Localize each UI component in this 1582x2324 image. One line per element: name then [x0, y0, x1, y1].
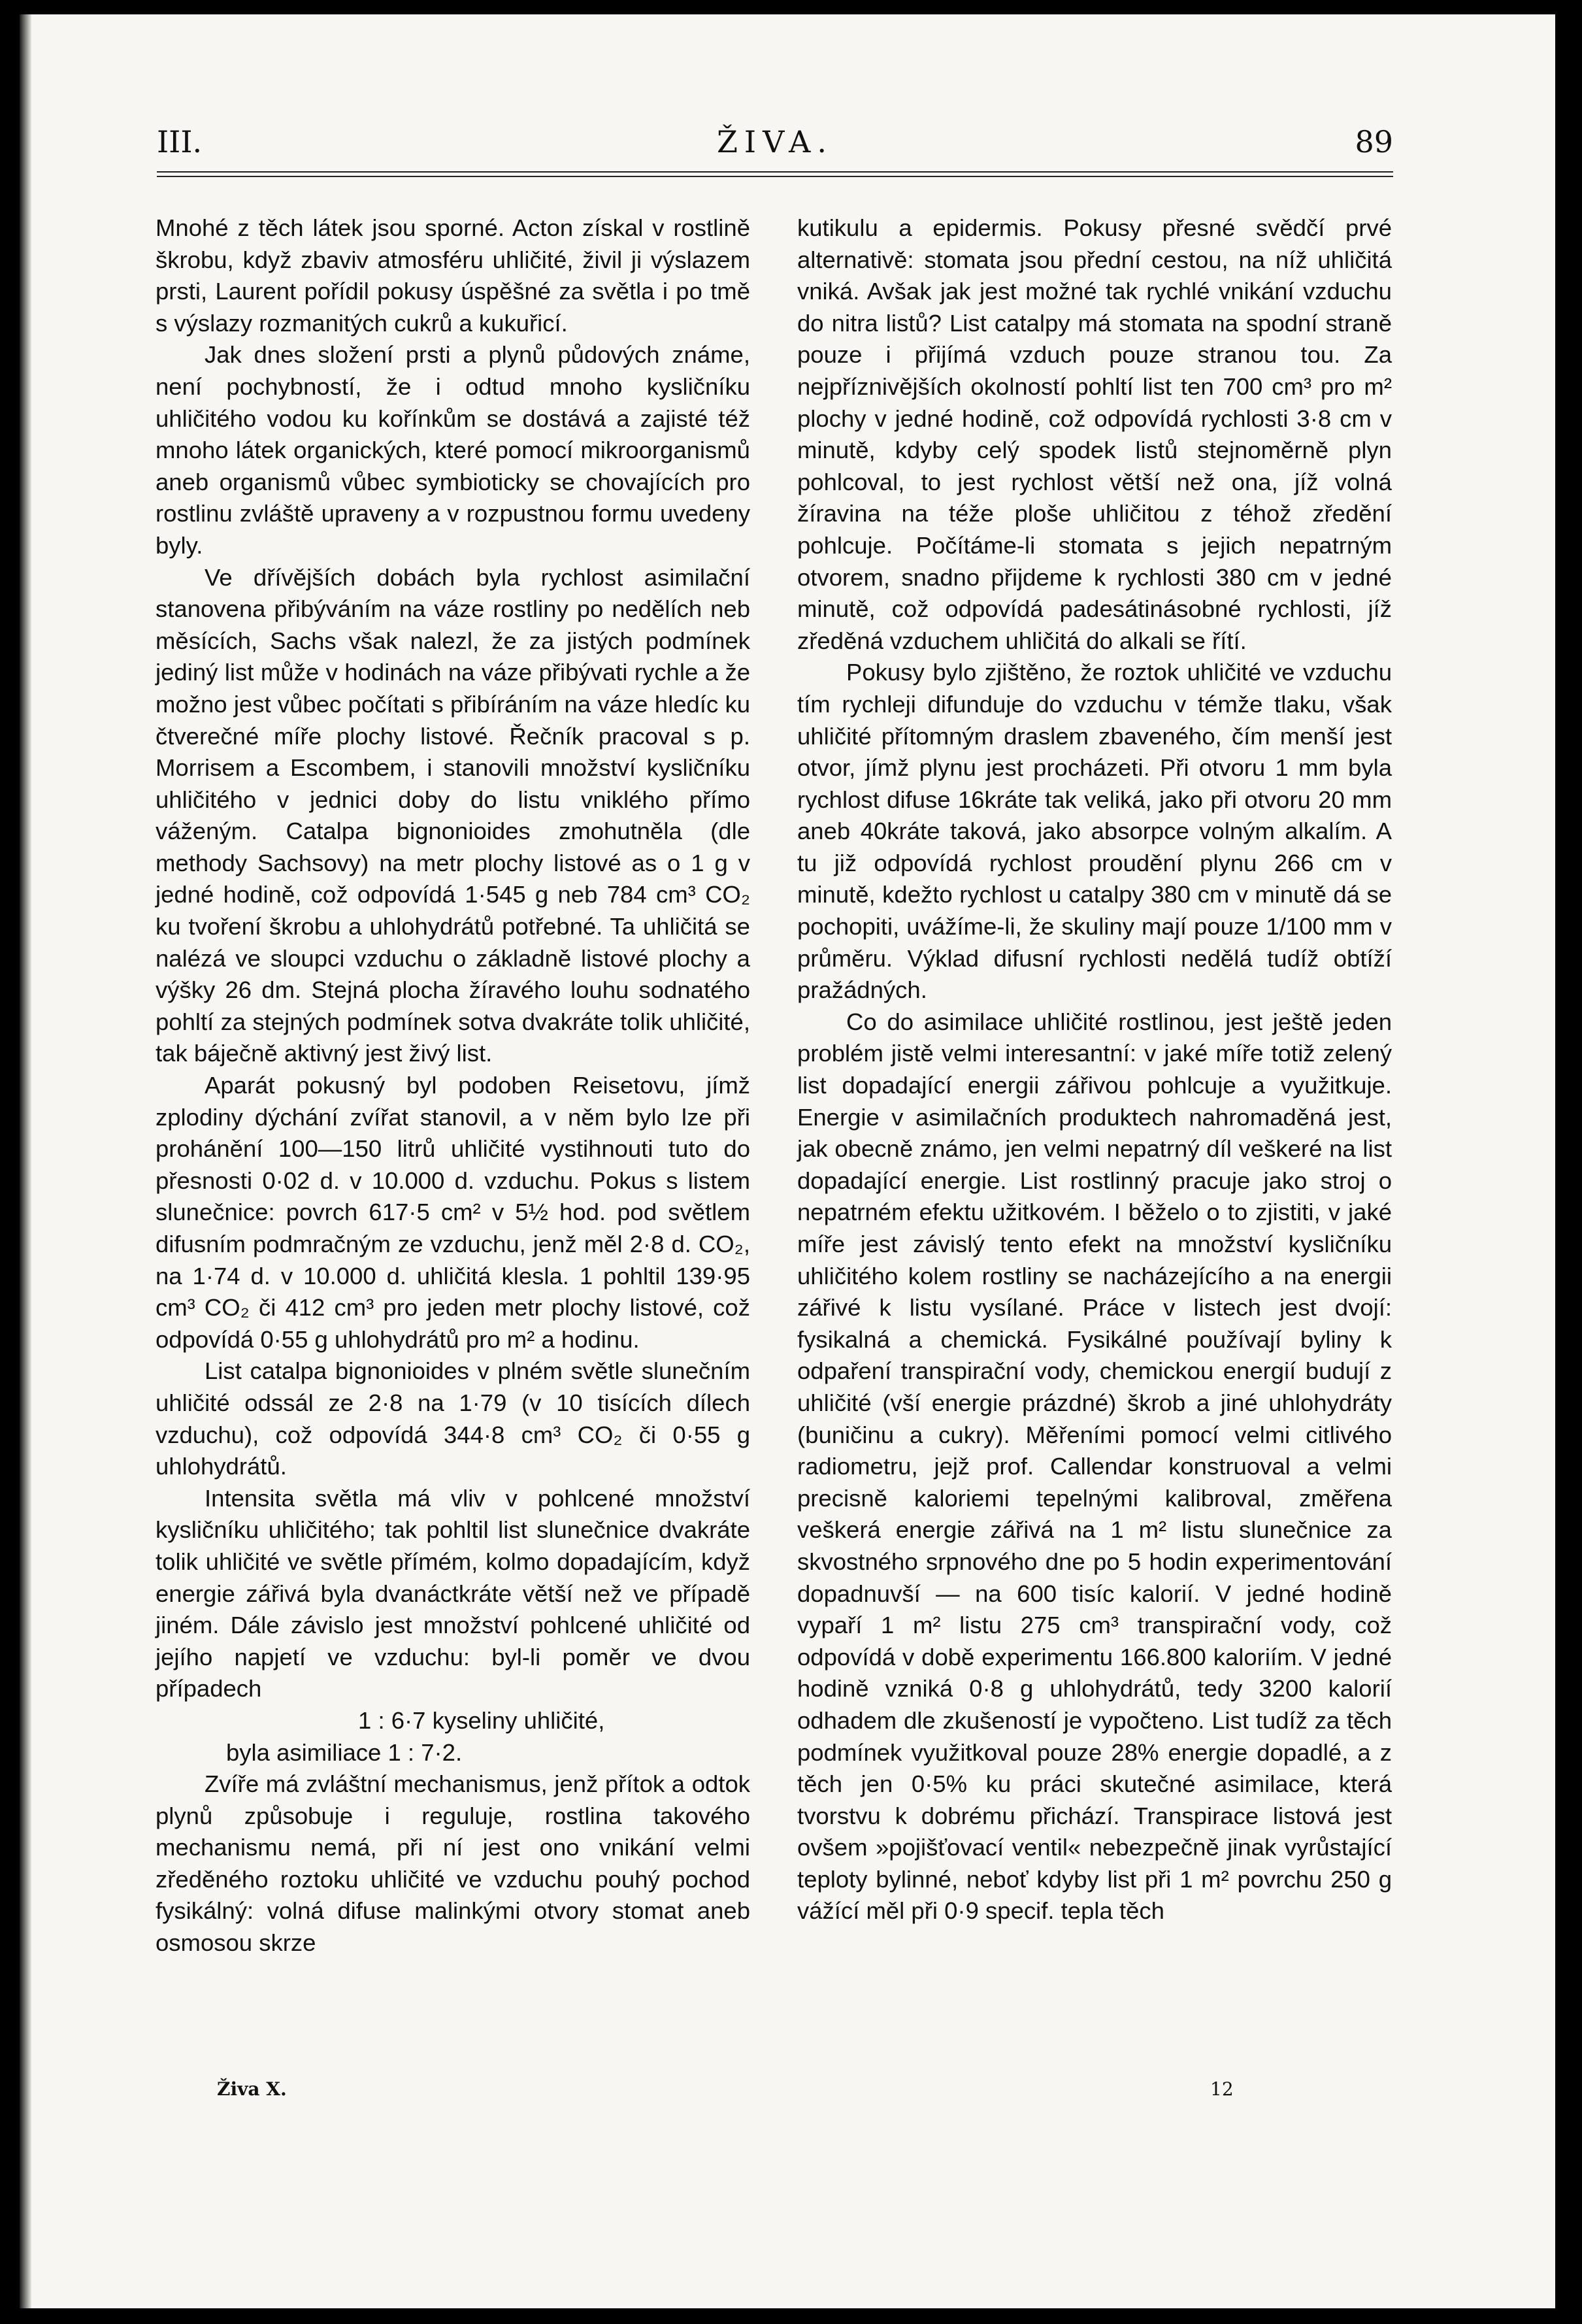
paragraph: Pokusy bylo zjištěno, že roztok uhličité ve vzduchu tím rychleji difunduje do vzduchu v témže tlaku, však uhličité přítomným draslem zbaveného, čím menší jest otvor, jímž plynu jest procházeti. Při otvoru 1 mm byla rychlost difuse 16kráte tak veliká, jako při otvoru 20 mm aneb 40kráte taková, jako absorpce volným alkalím. A tu již odpovídá rychlost proudění plynu 266 cm v minutě, kdežto rychlost u catalpy 380 cm v minutě dá se pochopiti, uvážíme-li, že skuliny mají pouze 1/100 mm v průměru. Výklad difusní rychlosti nedělá tudíž obtíží pražádných. [797, 659, 1392, 1004]
paragraph: Ve dřívějších dobách byla rychlost asimilační stanovena přibýváním na váze rostliny po nedělích neb měsících, Sachs však nalezl, že za jistých podmínek jediný list může v hodinách na váze přibývati rychle a že možno jest vůbec počítati s přibíráním na váze hledíc ku čtverečné míře plochy listové. Řečník pracoval s p. Morrisem a Escombem, i stanovili množství kysličníku uhličitého v jednici doby do listu vniklého přímo váženým. Catalpa bignonioides zmohutněla (dle methody Sachsovy) na metr plochy listové as o 1 g v jedné hodině, což odpovídá 1·545 g neb 784 cm³ CO₂ ku tvoření škrobu a uhlohydrátů potřebné. Ta uhličitá se nalézá ve sloupci vzduchu o základně listové plochy a výšky 26 dm. Stejná plocha žíravého louhu sodnatého pohltí za stejných podmínek sotva dvakráte tolik uhličité, tak báječně aktivný jest živý list. [156, 563, 750, 1067]
header-rule-top [157, 171, 1393, 173]
right-column [797, 212, 1392, 1927]
paragraph: Zvíře má zvláštní mechanismus, jenž přítok a odtok plynů způsobuje i reguluje, rostlina takového mechanismu nemá, při ní jest ono vnikání velmi zředěného roztoku uhličité ve vzduchu pouhý pochod fysikálný: volná difuse malinkými otvory stomat aneb osmosou skrze [156, 1770, 750, 1957]
paragraph: Jak dnes složení prsti a plynů půdových známe, není pochybností, že i odtud mnoho kysličníku uhličitého vodou ku kořínkům se dostává a zajisté též mnoho látek organických, které pomocí mikroorganismů aneb organismů vůbec symbioticky se chovajících pro rostlinu zvláště upraveny a v rozpustnou formu uvedeny byly. [156, 341, 750, 559]
paragraph: Mnohé z těch látek jsou sporné. Acton získal v rostlině škrobu, když zbaviv atmosféru uhličité, živil ji výslazem prsti, Laurent pořídil pokusy úspěšné za světla i po tmě s výslazy rozmanitých cukrů a kukuřicí. [156, 214, 750, 337]
ratio-line: 1 : 6·7 kyseliny uhličité, [358, 1706, 605, 1734]
page-spine-shadow [20, 14, 31, 2308]
sheet-number: 12 [1210, 2078, 1234, 2100]
paragraph: Intensita světla má vliv v pohlcené množství kysličníku uhličitého; tak pohltil list slunečnice dvakráte tolik uhličité ve světle přímém, kolmo dopadajícím, když energie zářivá byla dvanáctkráte větší než ve případě jiném. Dále závislo jest množství pohlcené uhličité od jejího napjetí ve vzduchu: byl-li poměr ve dvou případech [156, 1484, 750, 1702]
section-number: III. [157, 124, 203, 159]
journal-title: ŽIVA. [716, 124, 834, 159]
running-header [157, 116, 1393, 169]
paragraph: Aparát pokusný byl podoben Reisetovu, jímž zplodiny dýchání zvířat stanovil, a v něm bylo lze při prohánění 100—150 litrů uhličité vystihnouti tuto do přesnosti 0·02 d. v 10.000 d. vzduchu. Pokus s listem slunečnice: povrch 617·5 cm² v 5½ hod. pod světlem difusním podmračným ze vzduchu, jenž měl 2·8 d. CO₂, na 1·74 d. v 10.000 d. uhličitá klesla. 1 pohltil 139·95 cm³ CO₂ či 412 cm³ pro jeden metr plochy listové, což odpovídá 0·55 g uhlohydrátů pro m² a hodinu. [156, 1072, 750, 1353]
printer-signature: Živa X. [217, 2078, 287, 2100]
left-column [156, 212, 750, 1959]
page-number: 89 [1355, 124, 1393, 159]
paragraph: List catalpa bignonioides v plném světle slunečním uhličité odssál ze 2·8 na 1·79 (v 10 tisících dílech vzduchu), což odpovídá 344·8 cm³ CO₂ či 0·55 g uhlohydrátů. [156, 1357, 750, 1480]
header-rule-bottom [157, 176, 1393, 177]
ratio-line: byla asimiliace 1 : 7·2. [226, 1738, 463, 1766]
paragraph: kutikulu a epidermis. Pokusy přesné svědčí prvé alternativě: stomata jsou přední cestou, na níž uhličitá vniká. Avšak jak jest možné tak rychlé vnikání vzduchu do nitra listů? List catalpy má stomata na spodní straně pouze i přijímá vzduch pouze stranou tou. Za nejpříznivějších okolností pohltí list ten 700 cm³ pro m² plochy v jedné hodině, což odpovídá rychlosti 3·8 cm v minutě, kdyby celý spodek listů stejnoměrně plyn pohlcoval, to jest rychlost větší než ona, jíž volná žíravina na téže ploše uhličitou z téhož zředění pohlcuje. Počítáme-li stomata s jejich nepatrným otvorem, snadno přijdeme k rychlosti 380 cm v jedné minutě, což odpovídá padesátinásobné rychlosti, jíž zředěná vzduchem uhličitá do alkali se řítí. [797, 214, 1392, 654]
paragraph: Co do asimilace uhličité rostlinou, jest ještě jeden problém jistě velmi interesantní: v jaké míře totiž zelený list dopadající energii zářivou pohlcuje a využitkuje. Energie v asimilačních produktech nahromaděná jest, jak obecně známo, jen velmi nepatrný díl veškeré na list dopadající energie. List rostlinný pracuje jako stroj o nepatrném efektu užitkovém. I běželo o to zjistiti, v jaké míře jest závislý tento efekt na množství kysličníku uhličitého kolem rostliny se nacházejícího a na energii zářivé k listu vysílané. Práce v listech jest dvojí: fysikalná a chemická. Fysikálné používají byliny k odpaření transpirační vody, chemickou energií budují z uhličité (vší energie prázdné) škrob a jiné uhlohydráty (buničinu a cukry). Měřeními pomocí velmi citlivého radiometru, jejž prof. Callendar konstruoval a velmi precisně kaloriemi tepelnými kalibroval, změřena veškerá energie zářivá na 1 m² listu slunečnice za skvostného srpnového dne po 5 hodin experimentování dopadnuvší — na 600 tisíc kalorií. V jedné hodině vypaří 1 m² listu 275 cm³ transpirační vody, což odpovídá v době experimentu 166.800 kaloriím. V jedné hodině vzniká 0·8 g uhlohydrátů, tedy 3200 kalorií odhadem dle zkušeností je vypočteno. List tudíž za těch podmínek využitkoval pouze 28% energie dopadlé, a z těch jen 0·5% ku práci skutečné asimilace, která tvorstvu k dobrému přichází. Transpirace listová jest ovšem »pojišťovací ventil« nebezpečně jinak vyrůstající teploty bylinné, neboť kdyby list při 1 m² povrchu 250 g vážící měl při 0·9 specif. tepla těch [797, 1008, 1392, 1925]
